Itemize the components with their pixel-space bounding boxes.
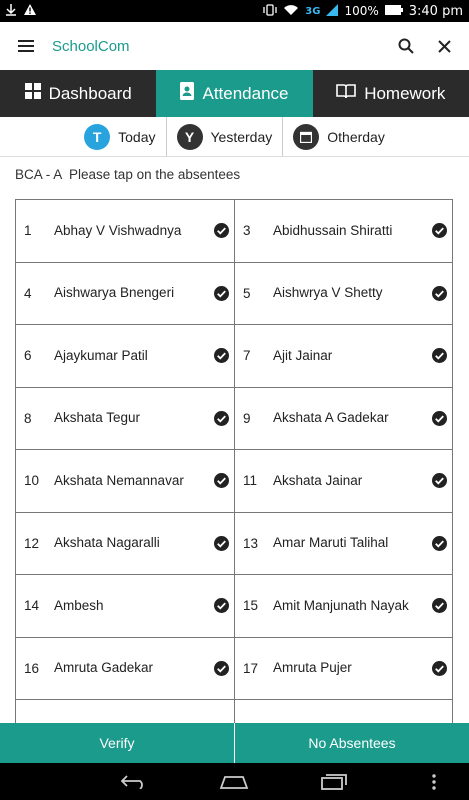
student-name: Ambesh: [54, 597, 104, 613]
student-name: Aishwarya Bnengeri: [54, 285, 175, 301]
student-cell[interactable]: [234, 513, 453, 576]
student-cell[interactable]: [15, 388, 234, 451]
dashboard-icon: [25, 83, 41, 104]
day-today-label: Today: [118, 128, 156, 145]
battery-level: 100%: [344, 4, 379, 18]
verify-button[interactable]: Verify: [0, 723, 235, 763]
student-name: Amruta Pujer: [273, 660, 352, 676]
day-today[interactable]: [74, 117, 166, 156]
student-cell[interactable]: [15, 263, 234, 326]
student-cell[interactable]: [234, 638, 453, 701]
student-cell[interactable]: [234, 200, 453, 263]
student-roll-number: 15: [243, 598, 259, 614]
attendance-icon: [180, 82, 194, 105]
student-roll-number: 8: [24, 410, 32, 426]
present-check-icon: [208, 536, 234, 551]
student-cell[interactable]: [15, 325, 234, 388]
signal-icon: [326, 4, 338, 19]
student-roll-number: 11: [243, 473, 258, 489]
status-bar: [0, 0, 469, 22]
student-cell-partial[interactable]: [234, 700, 453, 723]
tab-attendance[interactable]: [156, 70, 312, 117]
present-check-icon: [426, 536, 452, 551]
student-roll-number: 1: [24, 223, 32, 239]
student-cell[interactable]: [234, 450, 453, 513]
tab-homework-label: Homework: [364, 83, 446, 103]
home-icon[interactable]: [214, 769, 254, 795]
student-name: Akshata A Gadekar: [273, 410, 389, 426]
student-cell[interactable]: [234, 575, 453, 638]
vibrate-icon: [263, 4, 277, 19]
student-cell[interactable]: [234, 325, 453, 388]
student-name: Akshata Jainar: [273, 472, 363, 488]
student-cell-partial[interactable]: [15, 700, 234, 723]
network-type: 3G: [305, 5, 321, 17]
app-title: SchoolCom: [52, 37, 130, 55]
app-bar: [0, 22, 469, 70]
more-icon[interactable]: [424, 769, 444, 795]
menu-icon[interactable]: [0, 22, 52, 70]
student-roll-number: 12: [24, 535, 40, 551]
clock: 3:40 pm: [408, 3, 463, 19]
student-roll-number: 16: [24, 660, 40, 676]
recents-icon[interactable]: [314, 769, 354, 795]
present-check-icon: [208, 411, 234, 426]
present-check-icon: [426, 223, 452, 238]
day-otherday-label: Otherday: [327, 128, 385, 145]
student-name: Akshata Nemannavar: [54, 472, 184, 488]
download-icon: [6, 4, 16, 19]
system-nav-bar: [0, 763, 469, 800]
student-roll-number: 5: [243, 285, 251, 301]
present-check-icon: [208, 348, 234, 363]
present-check-icon: [208, 223, 234, 238]
present-check-icon: [208, 661, 234, 676]
main-tabs: [0, 70, 469, 117]
student-roll-number: 14: [24, 598, 40, 614]
present-check-icon: [208, 286, 234, 301]
student-name: Akshata Tegur: [54, 410, 141, 426]
student-name: Abhay V Vishwadnya: [54, 222, 182, 238]
present-check-icon: [426, 411, 452, 426]
day-selector: [0, 117, 469, 157]
battery-icon: [385, 4, 403, 18]
bottom-action-bar: [0, 723, 469, 763]
student-name: Ajaykumar Patil: [54, 347, 148, 363]
calendar-icon: [293, 124, 319, 150]
student-name: Abidhussain Shiratti: [273, 222, 393, 238]
student-grid: [15, 199, 453, 723]
student-name: Amit Manjunath Nayak: [273, 597, 409, 613]
student-name: Akshata Nagaralli: [54, 535, 160, 551]
student-cell[interactable]: [15, 200, 234, 263]
tab-homework[interactable]: [313, 70, 469, 117]
student-cell[interactable]: [234, 263, 453, 326]
present-check-icon: [426, 661, 452, 676]
back-icon[interactable]: [114, 769, 154, 795]
student-name: Amruta Gadekar: [54, 660, 154, 676]
class-hint: BCA - A Please tap on the absentees: [15, 167, 241, 182]
student-cell[interactable]: [234, 388, 453, 451]
student-roll-number: 3: [243, 223, 251, 239]
student-roll-number: 9: [243, 410, 251, 426]
student-roll-number: 13: [243, 535, 259, 551]
tab-dashboard-label: Dashboard: [48, 83, 132, 103]
present-check-icon: [426, 286, 452, 301]
student-roll-number: 17: [243, 660, 259, 676]
warning-icon: [24, 4, 36, 18]
close-icon[interactable]: [425, 22, 463, 70]
day-yesterday[interactable]: [167, 117, 284, 156]
no-absentees-button[interactable]: No Absentees: [308, 735, 396, 751]
student-name: Amar Maruti Talihal: [273, 535, 389, 551]
yesterday-badge: Y: [177, 124, 203, 150]
present-check-icon: [426, 348, 452, 363]
wifi-icon: [283, 4, 299, 19]
search-icon[interactable]: [387, 22, 425, 70]
student-cell[interactable]: [15, 513, 234, 576]
student-roll-number: 10: [24, 473, 40, 489]
present-check-icon: [426, 473, 452, 488]
tab-dashboard[interactable]: [0, 70, 156, 117]
student-roll-number: 7: [243, 348, 251, 364]
today-badge: T: [84, 124, 110, 150]
present-check-icon: [426, 598, 452, 613]
tab-attendance-label: Attendance: [202, 83, 289, 103]
student-cell[interactable]: [15, 575, 234, 638]
day-yesterday-label: Yesterday: [210, 128, 273, 145]
student-cell[interactable]: [15, 450, 234, 513]
student-roll-number: 4: [24, 285, 32, 301]
present-check-icon: [208, 598, 234, 613]
student-cell[interactable]: [15, 638, 234, 701]
student-name: Ajit Jainar: [273, 347, 333, 363]
student-roll-number: 6: [24, 348, 32, 364]
day-otherday[interactable]: [283, 117, 395, 156]
book-icon: [336, 84, 356, 104]
student-name: Aishwrya V Shetty: [273, 285, 383, 301]
present-check-icon: [208, 473, 234, 488]
